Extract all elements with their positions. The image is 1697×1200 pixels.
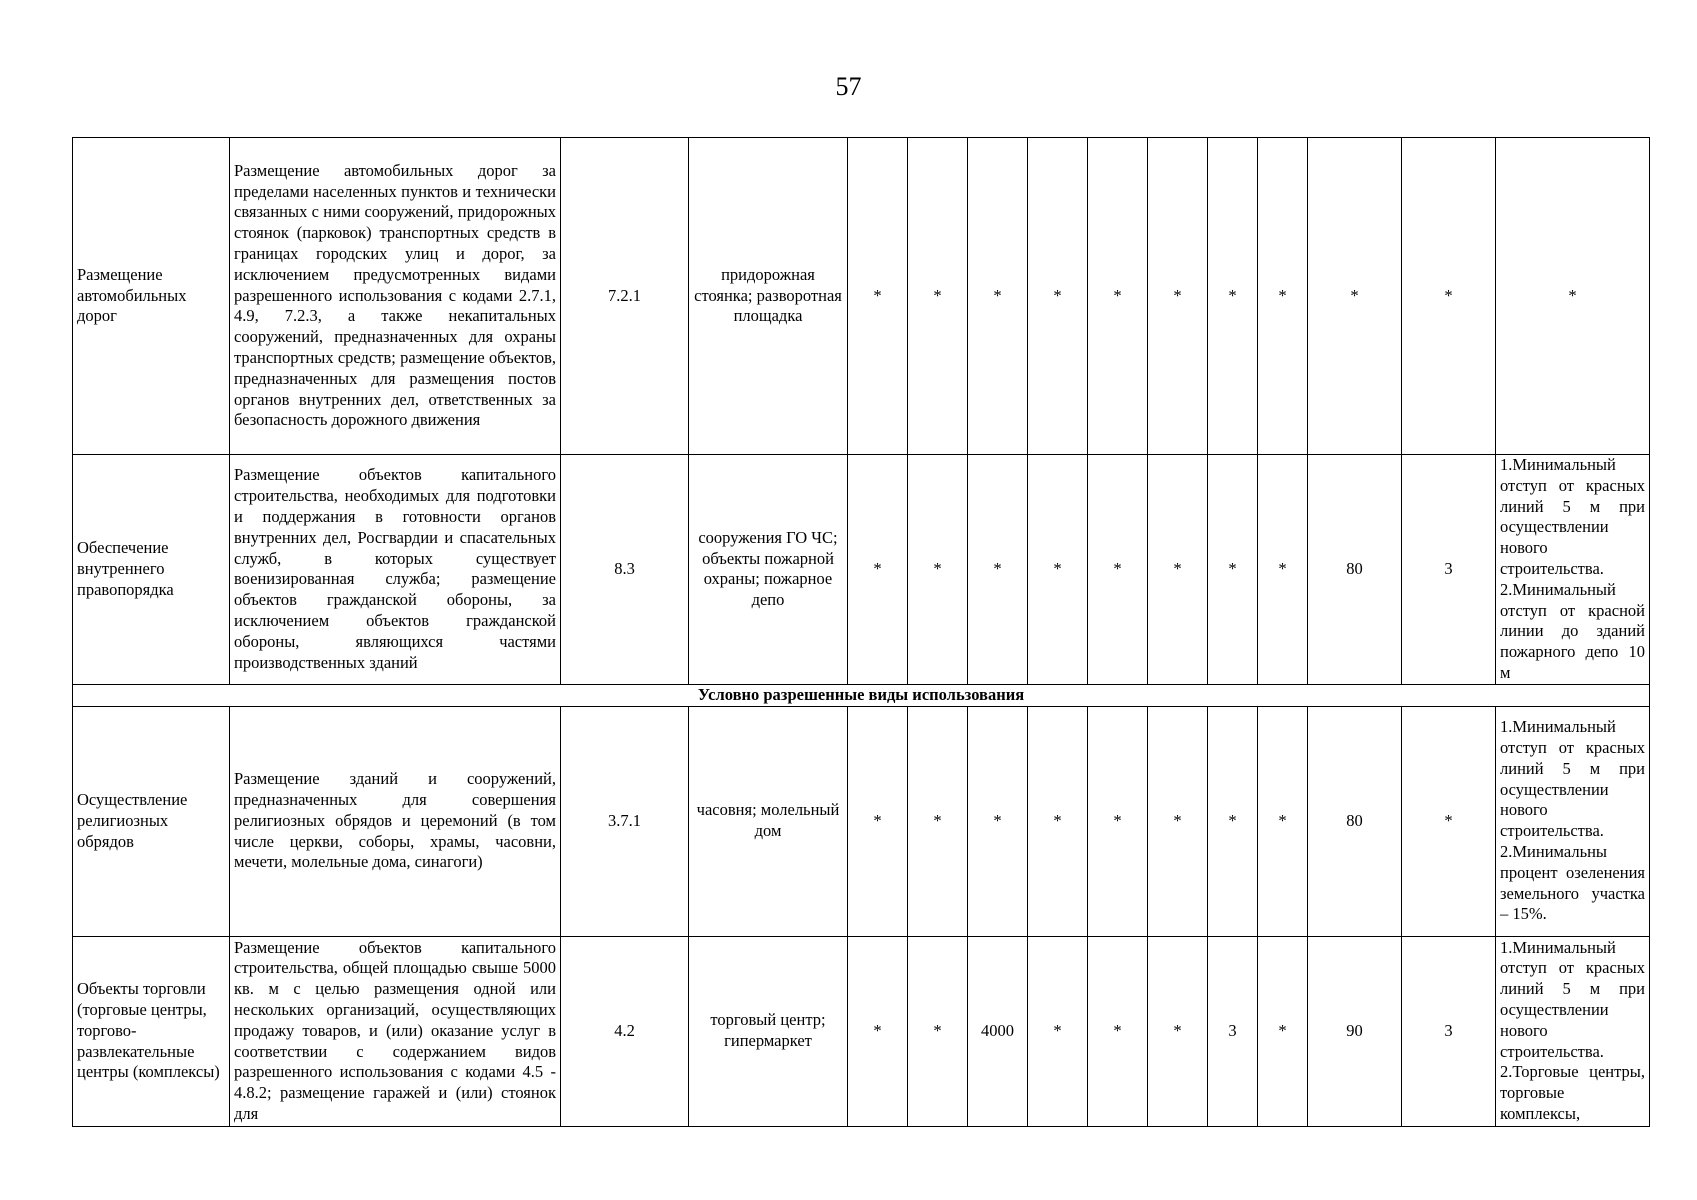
param-cell: * (1402, 138, 1496, 455)
objects-cell: сооружения ГО ЧС; объекты пожарной охраны; пожарное депо (689, 455, 848, 685)
param-cell: * (968, 706, 1028, 936)
objects-cell: часовня; молельный дом (689, 706, 848, 936)
param-cell: * (1088, 706, 1148, 936)
regulations-table (72, 137, 1650, 1127)
param-cell: * (1088, 455, 1148, 685)
param-cell: * (1148, 936, 1208, 1126)
param-cell: * (1308, 138, 1402, 455)
use-name-cell: Размещение автомобильных дорог (73, 138, 230, 455)
param-cell: * (1208, 138, 1258, 455)
objects-cell: придорожная стоянка; разворотная площадка (689, 138, 848, 455)
param-cell: * (1028, 455, 1088, 685)
use-description-cell: Размещение зданий и сооружений, предназначенных для совершения религиозных обрядов и церемоний (в том числе церкви, соборы, храмы, часовни, мечети, молельные дома, синагоги) (230, 706, 561, 936)
param-cell: * (1258, 936, 1308, 1126)
table-row (73, 138, 1650, 455)
param-cell: * (968, 138, 1028, 455)
param-cell: * (1148, 138, 1208, 455)
param-cell: * (908, 936, 968, 1126)
param-cell: * (1028, 138, 1088, 455)
param-cell: * (908, 455, 968, 685)
use-code-cell: 4.2 (561, 936, 689, 1126)
notes-cell: 1.Минимальный отступ от красных линий 5 м при осуществлении нового строительства. 2.Минимальный отступ от красной линии до зданий пожарного депо 10 м (1496, 455, 1650, 685)
param-cell: * (1148, 455, 1208, 685)
param-cell: 3 (1402, 936, 1496, 1126)
section-header: Условно разрешенные виды использования (73, 684, 1650, 706)
param-cell: * (1088, 936, 1148, 1126)
table-row (73, 706, 1650, 936)
use-code-cell: 8.3 (561, 455, 689, 685)
notes-cell: 1.Минимальный отступ от красных линий 5 м при осуществлении нового строительства. 2.Торговые центры, торговые комплексы, (1496, 936, 1650, 1126)
objects-cell: торговый центр; гипермаркет (689, 936, 848, 1126)
param-cell: * (848, 936, 908, 1126)
use-description-cell: Размещение объектов капитального строительства, необходимых для подготовки и поддержания в готовности органов внутренних дел, Росгвардии и спасательных служб, в которых существует военизированная служба; размещение объектов гражданской обороны, за исключением объектов гражданской обороны, являющихся частями производственных зданий (230, 455, 561, 685)
param-cell: 80 (1308, 706, 1402, 936)
param-cell: 4000 (968, 936, 1028, 1126)
param-cell: 3 (1208, 936, 1258, 1126)
param-cell: * (848, 706, 908, 936)
notes-cell: * (1496, 138, 1650, 455)
param-cell: * (1208, 455, 1258, 685)
notes-cell: 1.Минимальный отступ от красных линий 5 м при осуществлении нового строительства. 2.Минимальны процент озеленения земельного участка – 15%. (1496, 706, 1650, 936)
use-description-cell: Размещение автомобильных дорог за пределами населенных пунктов и технически связанных с ними сооружений, придорожных стоянок (парковок) транспортных средств в границах городских улиц и дорог, за исключением предусмотренных видами разрешенного использования с кодами 2.7.1, 4.9, 7.2.3, а также некапитальных сооружений, предназначенных для охраны транспортных средств; размещение объектов, предназначенных для размещения постов органов внутренних дел, ответственных за безопасность дорожного движения (230, 138, 561, 455)
param-cell: * (908, 138, 968, 455)
param-cell: * (1258, 138, 1308, 455)
use-name-cell: Обеспечение внутреннего правопорядка (73, 455, 230, 685)
param-cell: * (1028, 706, 1088, 936)
param-cell: 80 (1308, 455, 1402, 685)
param-cell: * (908, 706, 968, 936)
section-header-row (73, 684, 1650, 706)
param-cell: * (848, 138, 908, 455)
param-cell: 3 (1402, 455, 1496, 685)
param-cell: * (1208, 706, 1258, 936)
param-cell: 90 (1308, 936, 1402, 1126)
param-cell: * (1402, 706, 1496, 936)
param-cell: * (1258, 455, 1308, 685)
table-row (73, 936, 1650, 1126)
page-number: 57 (835, 72, 862, 101)
param-cell: * (1088, 138, 1148, 455)
use-code-cell: 7.2.1 (561, 138, 689, 455)
param-cell: * (1148, 706, 1208, 936)
use-description-cell: Размещение объектов капитального строительства, общей площадью свыше 5000 кв. м с целью размещения одной или нескольких организаций, осуществляющих продажу товаров, и (или) оказание услуг в соответствии с содержанием видов разрешенного использования с кодами 4.5 - 4.8.2; размещение гаражей и (или) стоянок для (230, 936, 561, 1126)
use-name-cell: Осуществление религиозных обрядов (73, 706, 230, 936)
param-cell: * (1028, 936, 1088, 1126)
param-cell: * (968, 455, 1028, 685)
use-code-cell: 3.7.1 (561, 706, 689, 936)
param-cell: * (1258, 706, 1308, 936)
use-name-cell: Объекты торговли (торговые центры, торгово-развлекательные центры (комплексы) (73, 936, 230, 1126)
param-cell: * (848, 455, 908, 685)
table-row (73, 455, 1650, 685)
